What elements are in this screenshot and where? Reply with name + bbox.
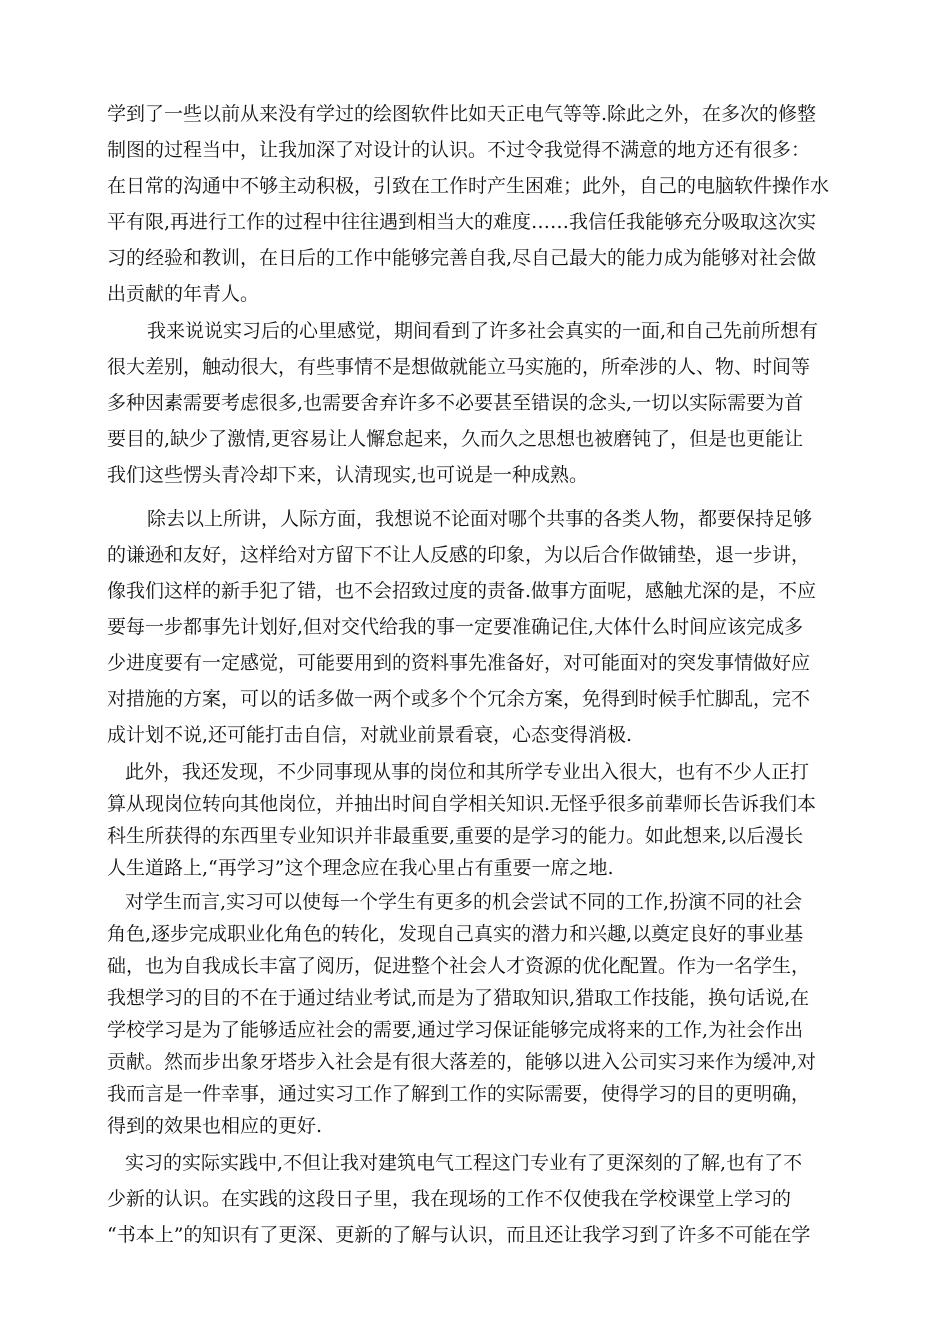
paragraph-line: 人生道路上,“再学习”这个理念应在我心里占有重要一席之地. [107, 857, 614, 879]
paragraph-line: 我而言是一件幸事，通过实习工作了解到工作的实际需要，使得学习的目的更明确， [107, 1083, 811, 1105]
paragraph-line: 成计划不说,还可能打击自信，对就业前景看衰，心态变得消极. [107, 724, 633, 746]
paragraph-line: 多种因素需要考虑很多,也需要舍弃许多不必要甚至错误的念头,一切以实际需要为首 [107, 392, 804, 414]
paragraph-line: 制图的过程当中，让我加深了对设计的认识。不过令我觉得不满意的地方还有很多： [107, 139, 811, 161]
paragraph-line: 对措施的方案，可以的话多做一两个或多个个冗余方案，免得到时候手忙脚乱，完不 [107, 688, 811, 710]
paragraph-line: 要目的,缺少了激情,更容易让人懈怠起来，久而久之思想也被磨钝了，但是也更能让 [107, 428, 804, 450]
paragraph-line: 我们这些愣头青冷却下来，认清现实,也可说是一种成熟。 [107, 464, 589, 486]
paragraph-line: 贡献。然而步出象牙塔步入社会是有很大落差的，能够以进入公司实习来作为缓冲,对 [107, 1051, 817, 1073]
paragraph-line: 算从现岗位转向其他岗位，并抽出时间自学相关知识.无怪乎很多前辈师长告诉我们本 [107, 793, 817, 815]
paragraph-line: 科生所获得的东西里专业知识并非最重要,重要的是学习的能力。如此想来,以后漫长 [107, 825, 804, 847]
paragraph-line: 像我们这样的新手犯了错，也不会招致过度的责备.做事方面呢，感触尤深的是，不应 [107, 580, 817, 602]
paragraph-line: 得到的效果也相应的更好. [107, 1115, 323, 1137]
paragraph-line: 学到了一些以前从来没有学过的绘图软件比如天正电气等等.除此之外，在多次的修整 [107, 103, 817, 125]
paragraph-line: 的谦逊和友好，这样给对方留下不让人反感的印象，为以后合作做铺垫，退一步讲， [107, 544, 811, 566]
paragraph-line: 少进度要有一定感觉，可能要用到的资料事先准备好，对可能面对的突发事情做好应 [107, 652, 811, 674]
paragraph-line: 在日常的沟通中不够主动积极，引致在工作时产生困难；此外，自己的电脑软件操作水 [107, 175, 830, 197]
paragraph-line: 实习的实际实践中,不但让我对建筑电气工程这门专业有了更深刻的了解,也有了不 [125, 1152, 803, 1174]
paragraph-line: 我想学习的目的不在于通过结业考试,而是为了猎取知识,猎取工作技能，换句话说,在 [107, 987, 810, 1009]
paragraph-line: 出贡献的年青人。 [107, 283, 260, 305]
paragraph-line: 对学生而言,实习可以使每一个学生有更多的机会尝试不同的工作,扮演不同的社会 [125, 891, 803, 913]
paragraph-line: 我来说说实习后的心里感觉，期间看到了许多社会真实的一面,和自己先前所想有 [147, 320, 819, 342]
paragraph-line: 除去以上所讲，人际方面，我想说不论面对哪个共事的各类人物，都要保持足够 [147, 508, 813, 530]
paragraph-line: 平有限,再进行工作的过程中往往遇到相当大的难度……我信任我能够充分吸取这次实 [107, 211, 817, 233]
paragraph-line: 学校学习是为了能够适应社会的需要,通过学习保证能够完成将来的工作,为社会作出 [107, 1019, 804, 1041]
paragraph-line: 要每一步都事先计划好,但对交代给我的事一定要准确记住,大体什么时间应该完成多 [107, 616, 804, 638]
paragraph-line: 此外，我还发现，不少同事现从事的岗位和其所学专业出入很大，也有不少人正打 [125, 761, 810, 783]
paragraph-line: 少新的认识。在实践的这段日子里，我在现场的工作不仅使我在学校课堂上学习的 [107, 1188, 792, 1210]
paragraph-line: 习的经验和教训，在日后的工作中能够完善自我,尽自己最大的能力成为能够对社会做 [107, 247, 817, 269]
paragraph-line: 很大差别，触动很大，有些事情不是想做就能立马实施的，所牵涉的人、物、时间等 [107, 356, 811, 378]
paragraph-line: 础，也为自我成长丰富了阅历，促进整个社会人才资源的优化配置。作为一名学生， [107, 955, 811, 977]
paragraph-line: 角色,逐步完成职业化角色的转化，发现自己真实的潜力和兴趣,以奠定良好的事业基 [107, 923, 804, 945]
paragraph-line: “书本上”的知识有了更深、更新的了解与认识，而且还让我学习到了许多不可能在学 [107, 1224, 811, 1246]
